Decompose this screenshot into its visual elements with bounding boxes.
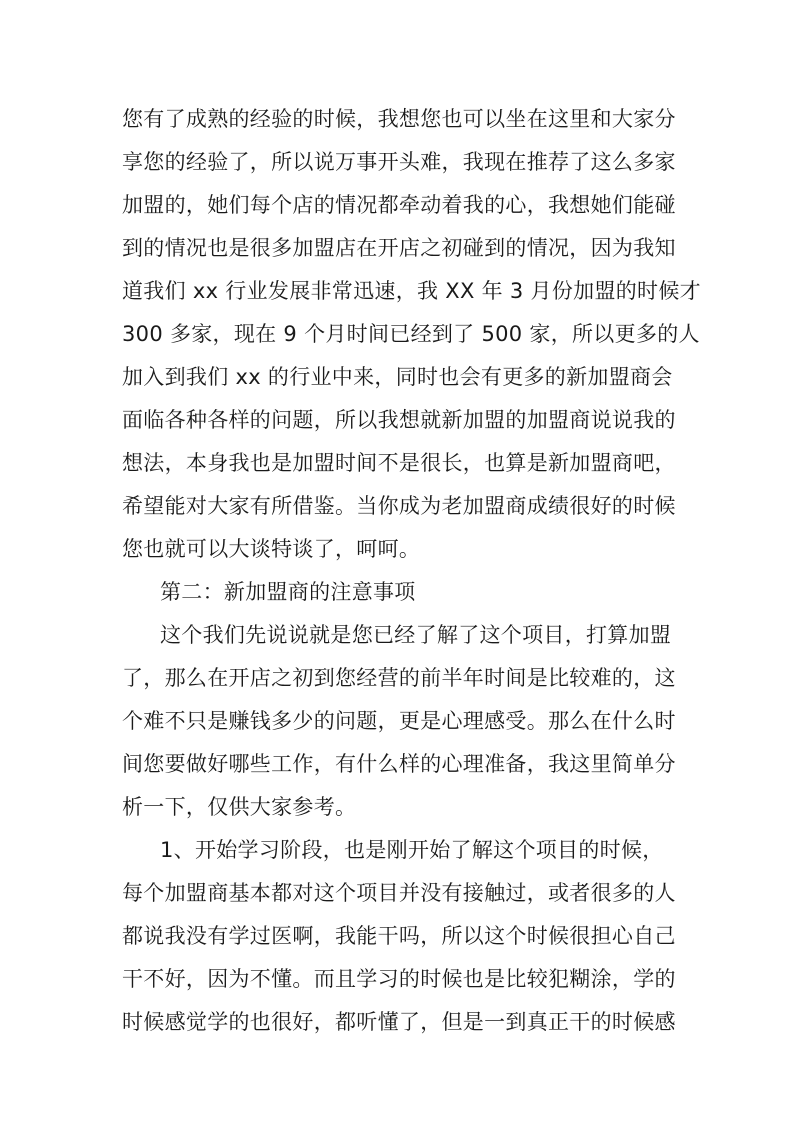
paragraph-line: 析一下，仅供大家参考。 bbox=[122, 795, 357, 819]
paragraph-line: 300 多家，现在 9 个月时间已经到了 500 家，所以更多的人 bbox=[122, 322, 700, 346]
paragraph-line: 1、开始学习阶段，也是刚开始了解这个项目的时候， bbox=[160, 838, 664, 862]
paragraph-line: 加入到我们 xx 的行业中来，同时也会有更多的新加盟商会 bbox=[122, 365, 673, 389]
paragraph-line: 个难不只是赚钱多少的问题，更是心理感受。那么在什么时 bbox=[122, 709, 676, 733]
paragraph-line: 每个加盟商基本都对这个项目并没有接触过，或者很多的人 bbox=[122, 881, 676, 905]
paragraph-line: 希望能对大家有所借鉴。当你成为老加盟商成绩很好的时候 bbox=[122, 494, 676, 518]
paragraph-line: 了，那么在开店之初到您经营的前半年时间是比较难的，这 bbox=[122, 666, 676, 690]
paragraph-line: 这个我们先说说就是您已经了解了这个项目，打算加盟 bbox=[160, 623, 672, 647]
paragraph-line: 到的情况也是很多加盟店在开店之初碰到的情况，因为我知 bbox=[122, 236, 676, 260]
paragraph-line: 享您的经验了，所以说万事开头难，我现在推荐了这么多家 bbox=[122, 150, 676, 174]
paragraph-line: 时候感觉学的也很好，都听懂了，但是一到真正干的时候感 bbox=[122, 1010, 676, 1034]
paragraph-line: 您有了成熟的经验的时候，我想您也可以坐在这里和大家分 bbox=[122, 107, 676, 131]
paragraph-line: 干不好，因为不懂。而且学习的时候也是比较犯糊涂，学的 bbox=[122, 967, 676, 991]
paragraph-line: 加盟的，她们每个店的情况都牵动着我的心，我想她们能碰 bbox=[122, 193, 676, 217]
paragraph-line: 想法，本身我也是加盟时间不是很长，也算是新加盟商吧， bbox=[122, 451, 676, 475]
paragraph-line: 面临各种各样的问题，所以我想就新加盟的加盟商说说我的 bbox=[122, 408, 676, 432]
section-heading: 第二：新加盟商的注意事项 bbox=[160, 580, 416, 604]
paragraph-line: 间您要做好哪些工作，有什么样的心理准备，我这里简单分 bbox=[122, 752, 676, 776]
paragraph-line: 您也就可以大谈特谈了，呵呵。 bbox=[122, 537, 421, 561]
paragraph-line: 道我们 xx 行业发展非常迅速，我 XX 年 3 月份加盟的时候才 bbox=[122, 279, 701, 303]
paragraph-line: 都说我没有学过医啊，我能干吗，所以这个时候很担心自己 bbox=[122, 924, 676, 948]
